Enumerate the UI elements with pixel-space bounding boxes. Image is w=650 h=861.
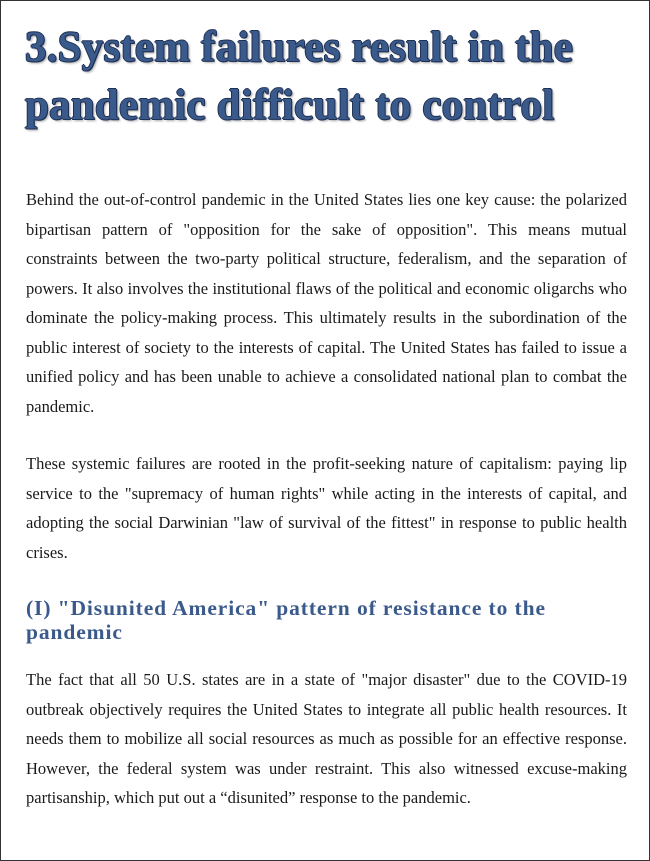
section-paragraph: The fact that all 50 U.S. states are in a state of "major disaster" due to the COVID-19 outbreak objectively requires the United States to integrate all public health resources. It needs them to mobilize all social resources as much as possible for an effective response. However, the federal system was under restraint. This also witnessed excuse-making partisanship, which put out a “disunited” response to the pandemic.: [26, 670, 627, 807]
body-paragraph-2: These systemic failures are rooted in the profit-seeking nature of capitalism: paying lip service to the "supremacy of human rights" while acting in the interests of capital, and adopting the social Darwinian "law of survival of the fittest" in response to public health crises.: [26, 454, 627, 562]
page-title: 3.System failures result in the pandemic difficult to control: [25, 24, 574, 129]
body-paragraph-1: Behind the out-of-control pandemic in the United States lies one key cause: the polarized bipartisan pattern of "opposition for the sake of opposition". This means mutual constraints between the two-party political structure, federalism, and the separation of powers. It also involves the institutional flaws of the political and economic oligarchs who dominate the policy-making process. This ultimately results in the subordination of the public interest of society to the interests of capital. The United States has failed to issue a unified policy and has been unable to achieve a consolidated national plan to combat the pandemic.: [26, 190, 627, 416]
section-heading: (I) "Disunited America" pattern of resistance to the pandemic: [26, 596, 546, 644]
